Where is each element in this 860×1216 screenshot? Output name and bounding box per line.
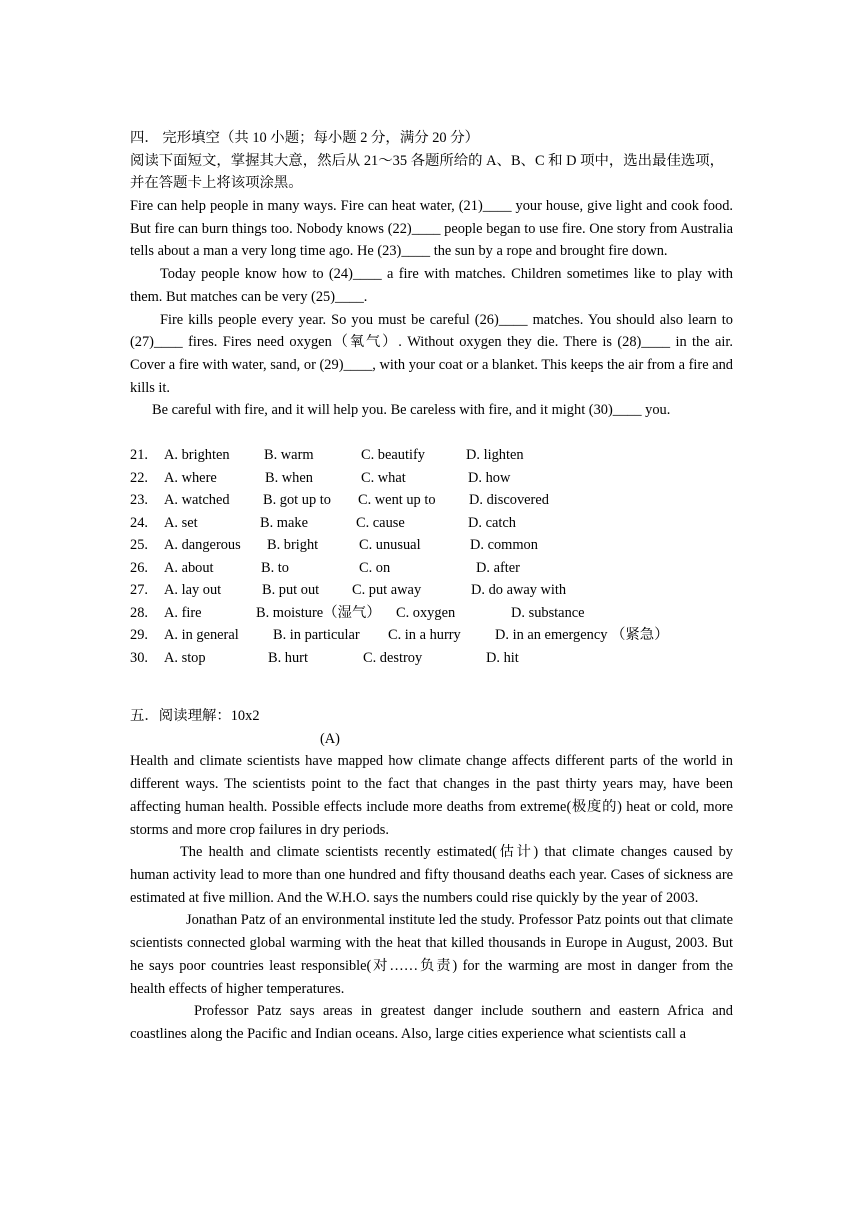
option-a: A. fire	[164, 604, 202, 621]
question-row-23	[130, 489, 733, 512]
option-c: C. destroy	[363, 649, 423, 666]
reading-paragraph-4: Professor Patz says areas in greatest danger include southern and eastern Africa and coastlines along the Pacific and Indian oceans. Also, large cities experience what scientists call a	[130, 1003, 733, 1042]
option-c: C. in a hurry	[388, 627, 461, 644]
option-b: B. hurt	[268, 649, 308, 666]
option-c: C. cause	[356, 514, 405, 531]
question-row-29	[130, 624, 733, 647]
option-d: D. common	[470, 537, 538, 554]
option-a: A. about	[164, 559, 214, 576]
cloze-paragraph-4: Be careful with fire, and it will help you. Be careless with fire, and it might (30)____ you.	[152, 402, 671, 419]
option-d: D. how	[468, 469, 511, 486]
question-row-22	[130, 467, 733, 490]
option-c: C. beautify	[361, 447, 425, 464]
question-number: 21.	[130, 447, 148, 464]
option-c: C. on	[359, 559, 391, 576]
option-d: D. in an emergency （紧急）	[495, 627, 669, 644]
question-number: 30.	[130, 649, 148, 666]
section-heading-cloze: 四． 完形填空（共 10 小题；每小题 2 分，满分 20 分）	[130, 130, 479, 146]
option-d: D. do away with	[471, 582, 567, 599]
option-d: D. after	[476, 559, 520, 576]
passage-label: (A)	[320, 730, 340, 747]
section-heading-reading: 五．阅读理解：10x2	[130, 708, 260, 725]
question-row-26	[130, 557, 733, 580]
option-a: A. watched	[164, 492, 230, 509]
cloze-paragraph-1: Fire can help people in many ways. Fire can heat water, (21)____ your house, give light and cook food. But fire can burn things too. Nobody knows (22)____ people began to use fire. One story from Australia tells about a man a very long time ago. He (23)____ the sun by a rope and brought fire down.	[130, 198, 733, 260]
option-a: A. in general	[164, 627, 239, 644]
option-b: B. put out	[262, 582, 320, 599]
option-c: C. what	[361, 469, 406, 486]
reading-paragraph-1: Health and climate scientists have mapped how climate change affects different parts of the world in different ways. The scientists point to the fact that changes in the past thirty years may, have been affecting human health. Possible effects include more deaths from extreme(极度的) heat or cold, more storms and more crop failures in dry periods.	[130, 753, 733, 838]
option-a: A. stop	[164, 649, 206, 666]
question-number: 29.	[130, 627, 148, 644]
question-number: 22.	[130, 469, 148, 486]
options-list	[130, 444, 733, 669]
instruction-line-2: 并在答题卡上将该项涂黑。	[130, 175, 303, 192]
option-c: C. went up to	[358, 492, 436, 509]
option-b: B. when	[265, 469, 313, 486]
option-b: B. warm	[264, 447, 314, 464]
cloze-paragraph-2: Today people know how to (24)____ a fire with matches. Children sometimes like to play with them. But matches can be very (25)____.	[130, 266, 733, 305]
cloze-paragraph-3: Fire kills people every year. So you must be careful (26)____ matches. You should also learn to (27)____ fires. Fires need oxygen（氧气）. Without oxygen they die. There is (28)____ in the air. Cover a fire with water, sand, or (29)____, with your coat or a blanket. This keeps the air from a fire and kills it.	[130, 311, 733, 396]
option-d: D. catch	[468, 514, 516, 531]
option-b: B. bright	[267, 537, 319, 554]
question-row-30	[130, 647, 733, 670]
question-row-28	[130, 602, 733, 625]
option-b: B. to	[261, 559, 289, 576]
option-d: D. hit	[486, 649, 519, 666]
option-a: A. where	[164, 469, 217, 486]
question-number: 24.	[130, 514, 148, 531]
option-a: A. lay out	[164, 582, 222, 599]
option-d: D. substance	[511, 604, 585, 621]
option-d: D. lighten	[466, 447, 524, 464]
option-b: B. make	[260, 514, 308, 531]
option-b: B. moisture（湿气）	[256, 604, 381, 621]
option-c: C. unusual	[359, 537, 421, 554]
question-number: 23.	[130, 492, 148, 509]
option-b: B. got up to	[263, 492, 331, 509]
option-c: C. put away	[352, 582, 422, 599]
instruction-line-1: 阅读下面短文，掌握其大意，然后从 21～35 各题所给的 A、B、C 和 D 项中，选出最佳选项，	[130, 152, 725, 169]
reading-paragraph-3: Jonathan Patz of an environmental institute led the study. Professor Patz points out that climate scientists connected global warming with the heat that killed thousands in Europe in August, 2003. But he says poor countries least responsible(对……负责) for the warming are most in danger from the health effects of higher temperatures.	[130, 912, 733, 997]
page-content	[130, 127, 733, 1046]
question-number: 27.	[130, 582, 148, 599]
option-c: C. oxygen	[396, 604, 456, 621]
question-number: 28.	[130, 604, 148, 621]
option-a: A. brighten	[164, 447, 230, 464]
option-d: D. discovered	[469, 492, 549, 509]
option-b: B. in particular	[273, 627, 360, 644]
option-a: A. set	[164, 514, 198, 531]
question-row-21	[130, 444, 733, 467]
question-row-27	[130, 579, 733, 602]
reading-paragraph-2: The health and climate scientists recently estimated(估计) that climate changes caused by human activity lead to more than one hundred and fifty thousand deaths each year. Cases of sickness are estimated at five million. And the W.H.O. says the numbers could rise quickly by the year of 2003.	[130, 844, 733, 906]
question-number: 25.	[130, 537, 148, 554]
option-a: A. dangerous	[164, 537, 241, 554]
question-row-25	[130, 534, 733, 557]
question-row-24	[130, 512, 733, 535]
question-number: 26.	[130, 559, 148, 576]
